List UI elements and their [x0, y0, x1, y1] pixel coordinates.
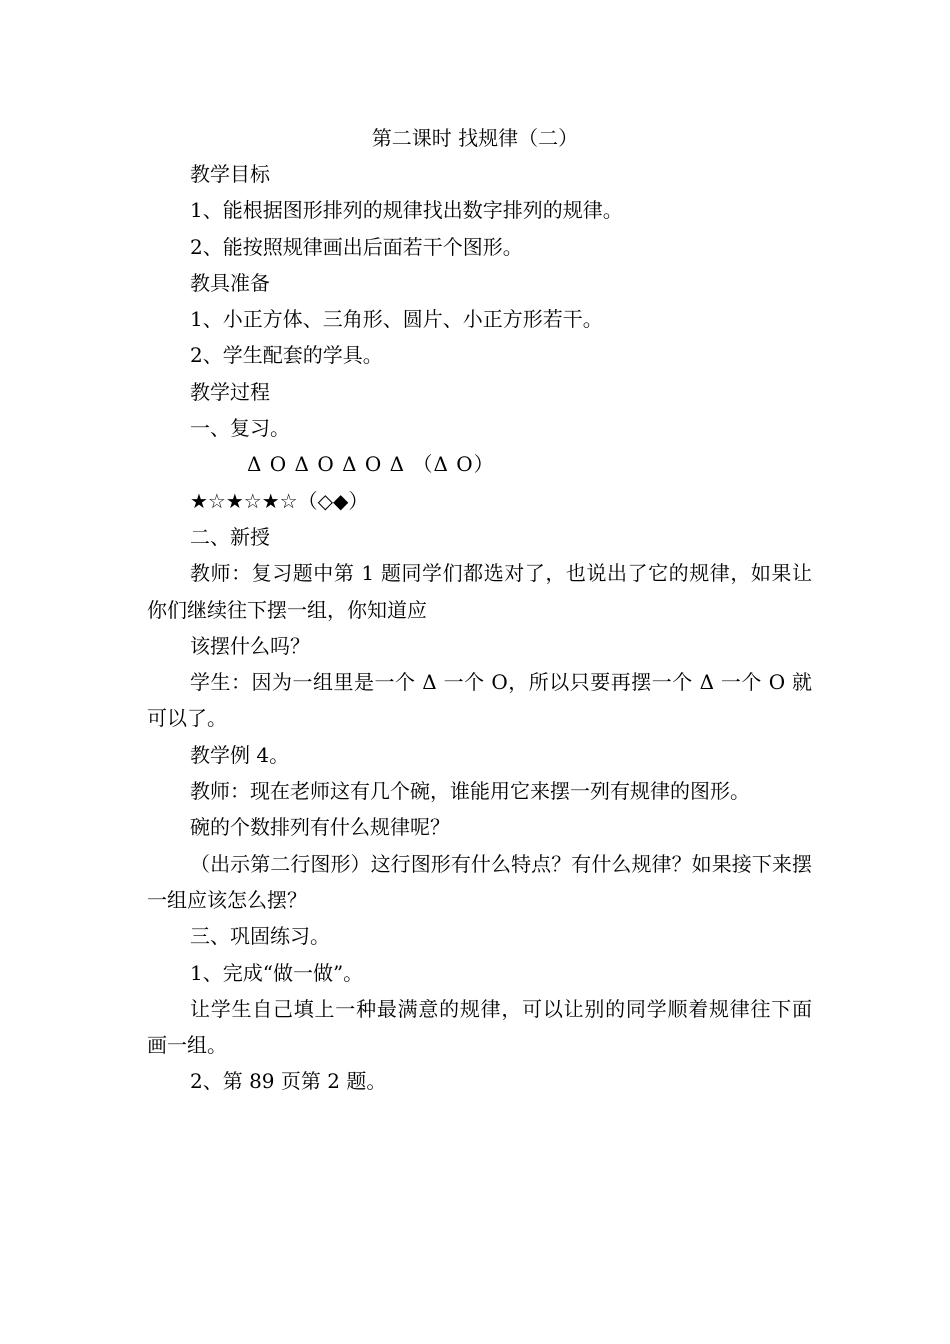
- practice-item-1: 1、完成“做一做”。: [190, 960, 364, 985]
- aid-item-2: 2、学生配套的学具。: [190, 343, 383, 368]
- teacher-dialogue-1: 教师：复习题中第 1 题同学们都选对了，也说出了它的规律，如果让你们继续往下摆一组，你知道应: [147, 561, 812, 622]
- section-new-lesson: 二、新授: [190, 524, 270, 549]
- heading-teaching-process: 教学过程: [190, 379, 270, 404]
- second-row-question: （出示第二行图形）这行图形有什么特点？有什么规律？如果接下来摆一组应该怎么摆？: [147, 851, 812, 912]
- section-practice: 三、巩固练习。: [190, 924, 330, 949]
- student-answer: 学生：因为一组里是一个 Δ 一个 O，所以只要再摆一个 Δ 一个 O 就可以了。: [147, 670, 812, 731]
- teacher-dialogue-1-continued: 该摆什么吗？: [190, 633, 310, 658]
- practice-item-2: 2、第 89 页第 2 题。: [190, 1069, 387, 1094]
- section-review: 一、复习。: [190, 416, 290, 441]
- shape-pattern-stars: ★☆★☆★☆（◇◆）: [190, 488, 369, 513]
- practice-instruction: 让学生自己填上一种最满意的规律，可以让别的同学顺着规律往下面 画一组。: [147, 996, 812, 1058]
- shape-pattern-triangle-circle: Δ O Δ O Δ O Δ （Δ O）: [247, 452, 495, 477]
- example-4: 教学例 4。: [190, 742, 290, 767]
- document-body: [147, 156, 812, 1100]
- heading-teaching-goals: 教学目标: [190, 162, 270, 186]
- bowl-question: 碗的个数排列有什么规律呢？: [190, 815, 450, 840]
- aid-item-1: 1、小正方体、三角形、圆片、小正方形若干。: [190, 307, 603, 332]
- teacher-dialogue-2: 教师：现在老师这有几个碗，谁能用它来摆一列有规律的图形。: [190, 779, 750, 804]
- heading-teaching-aids: 教具准备: [190, 270, 270, 295]
- goal-item-2: 2、能按照规律画出后面若干个图形。: [190, 234, 523, 259]
- goal-item-1: 1、能根据图形排列的规律找出数字排列的规律。: [190, 198, 623, 223]
- document-title: 第二课时 找规律（二）: [371, 126, 579, 150]
